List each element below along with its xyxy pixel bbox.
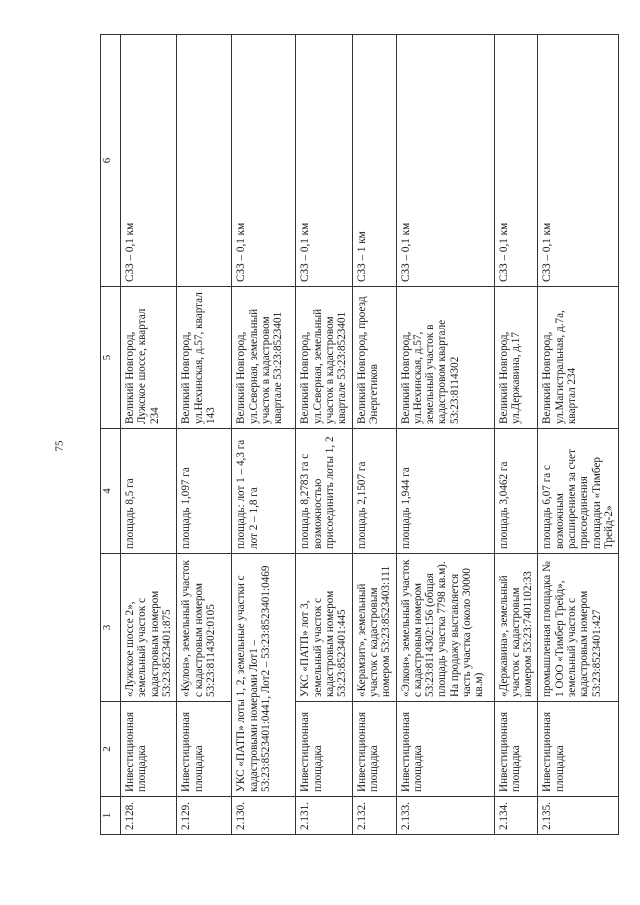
site-address: Великий Новгород, ул.Магистральная, д.7а, квартал 234 [538,287,619,429]
sanitary-zone: СЗЗ – 0,1 км [121,35,177,287]
site-type: Инвестиционная площадка [396,702,494,797]
site-description: промышленная площадка № 1 ООО «Тимбер Трейд», земельный участок с кадастровым номером 53:23:8523401:427 [538,554,619,702]
site-type: УКС «ПАТП» лоты 1, 2, земельные участки с кадастровыми номерами Лот1 – 53:23:8523401:0441, Лот2 – 53:23:8523401:0469 [232,554,296,797]
site-description: «Кулон», земельный участок с кадастровым номером 53:23:8114302:0105 [177,554,232,702]
site-address: Великий Новгород, ул.Северная, земельный участок в кадастровом квартале 53:23:8523401 [296,287,352,429]
row-number: 2.134. [494,797,538,835]
row-number: 2.131. [296,797,352,835]
site-area: площадь 1,944 га [396,429,494,554]
table-row [538,35,619,835]
row-number: 2.135. [538,797,619,835]
column-header: 2 [101,702,121,797]
site-description: «Керамзит», земельный участок с кадастровым номером 53:23:8523403:111 [352,554,396,702]
site-type: Инвестиционная площадка [296,702,352,797]
site-address: Великий Новгород, проезд Энергетиков [352,287,396,429]
site-area: площадь: лот 1 – 4,3 га лот 2 – 1,8 га [232,429,296,554]
column-header: 3 [101,554,121,702]
table-row [494,35,538,835]
site-type: Инвестиционная площадка [494,702,538,797]
column-header: 5 [101,287,121,429]
site-area: площадь 2,1507 га [352,429,396,554]
site-area: площадь 3,0462 га [494,429,538,554]
site-area: площадь 8,2783 га с возможностью присоединить лоты 1, 2 [296,429,352,554]
column-header: 1 [101,797,121,835]
row-number: 2.128. [121,797,177,835]
table-row [177,35,232,835]
row-number: 2.130. [232,797,296,835]
site-address: Великий Новгород, ул.Нехинская, д.57, земельный участок в кадастровом квартале 53:23:8114302 [396,287,494,429]
sanitary-zone: СЗЗ – 0,1 км [494,35,538,287]
table-row [121,35,177,835]
site-description: «Державина», земельный участок с кадастровым номером 53:23:7401102:33 [494,554,538,702]
site-type: Инвестиционная площадка [177,702,232,797]
site-description: «Лужское шоссе 2», земельный участок с кадастровым номером 53:23:8523401:875 [121,554,177,702]
sanitary-zone: СЗЗ – 0,1 км [232,35,296,287]
row-number: 2.129. [177,797,232,835]
sanitary-zone: СЗЗ – 0,1 км [296,35,352,287]
site-type: Инвестиционная площадка [121,702,177,797]
site-address: Великий Новгород, ул.Северная, земельный участок в кадастровом квартале 53:23:8523401 [232,287,296,429]
table-row [352,35,396,835]
sanitary-zone [177,35,232,287]
row-number: 2.133. [396,797,494,835]
site-area: площадь 1,097 га [177,429,232,554]
table-row [396,35,494,835]
site-description: «Элкон», земельный участок с кадастровым номером 53:23:8114302:156 (общая площадь участка 7798 кв.м). На продажу выставляется часть участка (около 30000 кв.м) [396,554,494,702]
sanitary-zone: СЗЗ – 0,1 км [396,35,494,287]
site-area: площадь 8,5 га [121,429,177,554]
table-row [232,35,296,835]
site-address: Великий Новгород, Лужское шоссе, квартал 234 [121,287,177,429]
page-number: 75 [53,440,66,452]
site-type: Инвестиционная площадка [352,702,396,797]
site-address: Великий Новгород, ул.Державина, д.17 [494,287,538,429]
table-header-row [101,35,121,835]
rotated-table-container [100,35,615,835]
investment-sites-table [100,34,619,835]
column-header: 4 [101,429,121,554]
column-header: 6 [101,35,121,287]
table-row [296,35,352,835]
site-address: Великий Новгород, ул.Нехинская, д.57, квартал 143 [177,287,232,429]
site-type: Инвестиционная площадка [538,702,619,797]
site-area: площадь 6,07 га с возможным расширением за счет присоединения площадки «Тимбер Трейд-2» [538,429,619,554]
sanitary-zone: СЗЗ – 0,1 км [538,35,619,287]
row-number: 2.132. [352,797,396,835]
sanitary-zone: СЗЗ – 1 км [352,35,396,287]
site-description: УКС «ПАТП» лот 3, земельный участок с кадастровым номером 53:23:8523401:445 [296,554,352,702]
